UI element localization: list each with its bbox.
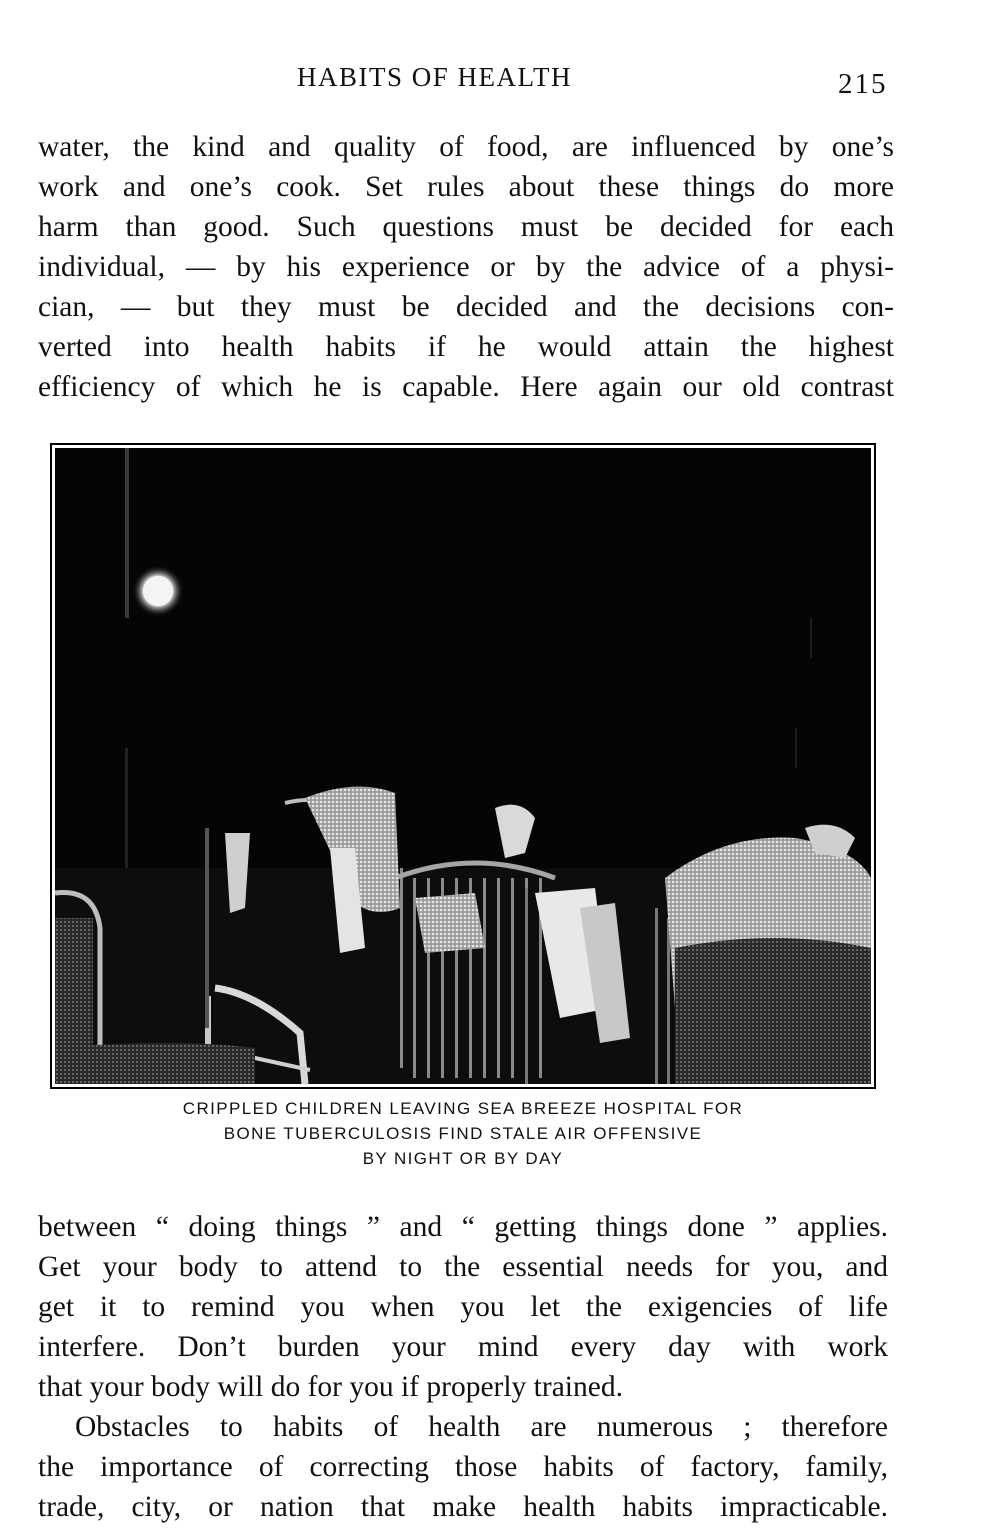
text-line: Get your body to attend to the essential needs for you, and — [38, 1251, 888, 1283]
figure-caption — [60, 1096, 866, 1171]
caption-line: BONE TUBERCULOSIS FIND STALE AIR OFFENSIVE — [223, 1124, 703, 1143]
text-line: that your body will do for you if properly trained. — [38, 1371, 623, 1403]
text-line: harm than good. Such questions must be decided for each — [38, 211, 894, 243]
text-line: individual, — by his experience or by the advice of a physi- — [38, 251, 894, 283]
running-head — [0, 62, 1000, 102]
page-number: 215 — [838, 68, 888, 100]
text-line: get it to remind you when you let the exigencies of life — [38, 1291, 888, 1323]
paragraph-top — [38, 127, 894, 407]
paragraph-bottom-2 — [38, 1407, 888, 1527]
text-line: verted into health habits if he would attain the highest — [38, 331, 894, 363]
text-line: interfere. Don’t burden your mind every day with work — [38, 1331, 888, 1363]
text-line: work and one’s cook. Set rules about these things do more — [38, 171, 894, 203]
text-line: efficiency of which he is capable. Here again our old contrast — [38, 371, 894, 403]
text-line: Obstacles to habits of health are numerous ; therefore — [75, 1411, 888, 1443]
text-line: trade, city, or nation that make health habits impracticable. — [38, 1491, 888, 1523]
caption-line: CRIPPLED CHILDREN LEAVING SEA BREEZE HOSPITAL FOR — [182, 1099, 744, 1118]
hospital-ward-photo — [55, 448, 871, 1084]
paragraph-bottom-1 — [38, 1207, 888, 1407]
text-line: the importance of correcting those habits of factory, family, — [38, 1451, 888, 1483]
photo-frame — [50, 443, 876, 1089]
text-line: cian, — but they must be decided and the decisions con- — [38, 291, 894, 323]
text-line: between “ doing things ” and “ getting things done ” applies. — [38, 1211, 888, 1243]
running-title: HABITS OF HEALTH — [297, 62, 573, 92]
text-line: water, the kind and quality of food, are influenced by one’s — [38, 131, 894, 163]
caption-line: BY NIGHT OR BY DAY — [362, 1149, 564, 1168]
